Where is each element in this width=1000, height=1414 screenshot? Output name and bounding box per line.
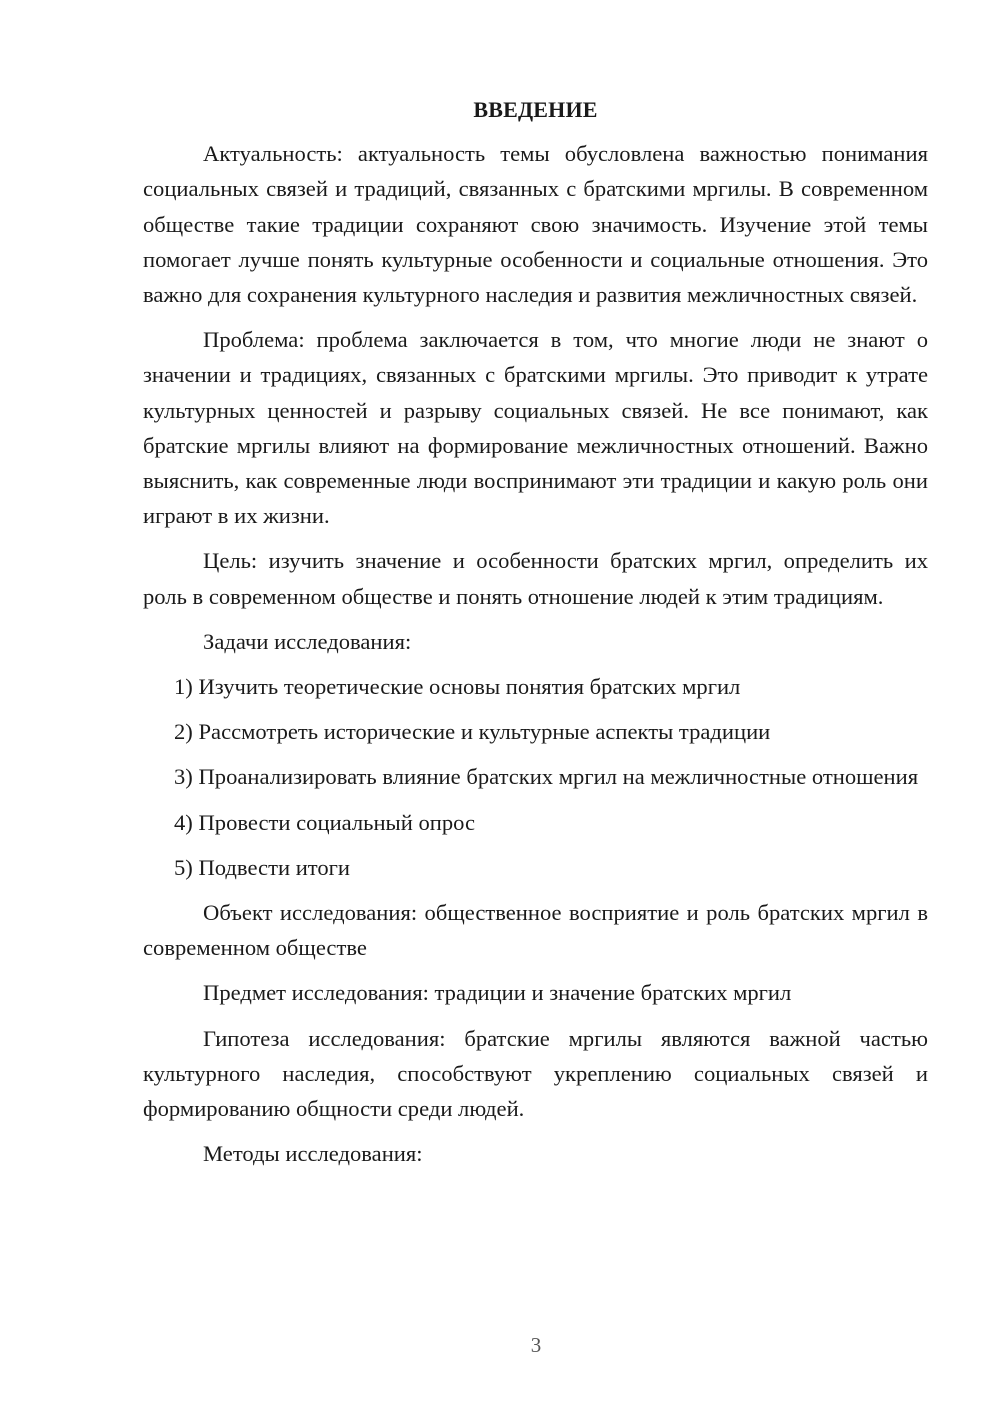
paragraph-relevance: Актуальность: актуальность темы обусловлена важностью понимания социальных связей и традиций, связанных с братскими мргилы. В современном обществе такие традиции сохраняют свою значимость. Изучение этой темы помогает лучше понять культурные особенности и социальные отношения. Это важно для сохранения культурного наследия и развития межличностных связей. [143, 141, 928, 308]
paragraph-goal: Цель: изучить значение и особенности братских мргил, определить их роль в современном обществе и понять отношение людей к этим традициям. [143, 548, 928, 609]
page-number: 3 [530, 1333, 542, 1357]
paragraph-object: Объект исследования: общественное восприятие и роль братских мргил в современном обществе [143, 900, 928, 961]
task-item-5: 5) Подвести итоги [174, 854, 351, 880]
task-item-4: 4) Провести социальный опрос [174, 809, 476, 835]
document-title: ВВЕДЕНИЕ [473, 97, 598, 122]
paragraph-methods: Методы исследования: [203, 1141, 423, 1167]
paragraph-problem: Проблема: проблема заключается в том, что многие люди не знают о значении и традициях, связанных с братскими мргилы. Это приводит к утрате культурных ценностей и разрыву социальных связей. Не все понимают, как братские мргилы влияют на формирование межличностных отношений. Важно выяснить, как современные люди воспринимают эти традиции и какую роль они играют в их жизни. [143, 327, 928, 529]
task-item-2: 2) Рассмотреть исторические и культурные аспекты традиции [174, 719, 771, 745]
task-item-1: 1) Изучить теоретические основы понятия братских мргил [174, 674, 741, 700]
paragraph-tasks-heading: Задачи исследования: [203, 628, 412, 654]
paragraph-hypothesis: Гипотеза исследования: братские мргилы являются важной частью культурного наследия, способствуют укреплению социальных связей и формированию общности среди людей. [143, 1025, 928, 1122]
task-item-3: 3) Проанализировать влияние братских мргил на межличностные отношения [174, 764, 919, 790]
paragraph-subject: Предмет исследования: традиции и значение братских мргил [203, 980, 792, 1006]
document-page [143, 92, 928, 1181]
